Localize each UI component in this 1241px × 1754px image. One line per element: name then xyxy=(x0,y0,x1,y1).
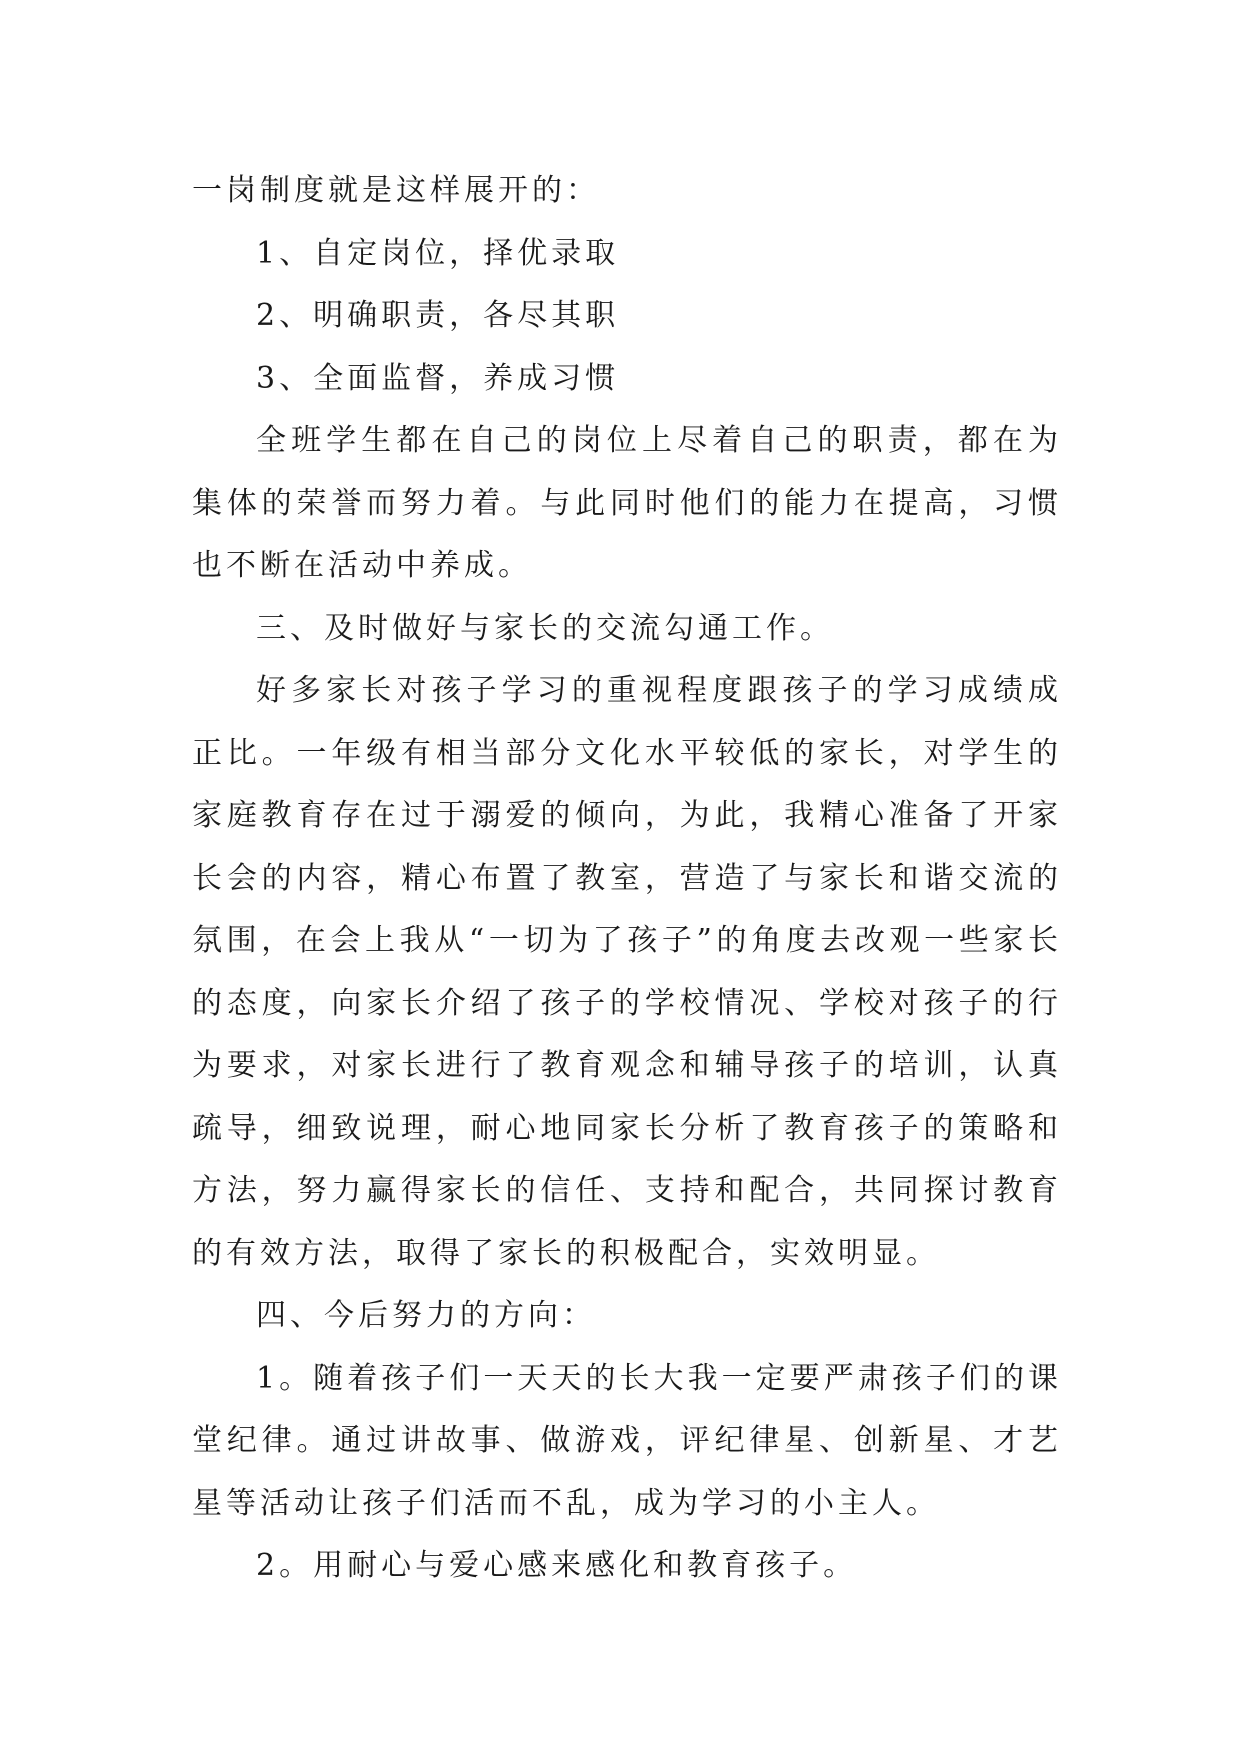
direction-item-1: 1。随着孩子们一天天的长大我一定要严肃孩子们的课堂纪律。通过讲故事、做游戏，评纪律星、创新星、才艺星等活动让孩子们活而不乱，成为学习的小主人。 xyxy=(192,1360,1062,1521)
direction-item-2: 2。用耐心与爱心感来感化和教育孩子。 xyxy=(256,1548,858,1583)
document-body xyxy=(192,160,1062,1598)
paragraph-parents: 好多家长对孩子学习的重视程度跟孩子的学习成绩成正比。一年级有相当部分文化水平较低的家长，对学生的家庭教育存在过于溺爱的倾向，为此，我精心准备了开家长会的内容，精心布置了教室，营造了与家长和谐交流的氛围，在会上我从“一切为了孩子”的角度去改观一些家长的态度，向家长介绍了孩子的学校情况、学校对孩子的行为要求，对家长进行了教育观念和辅导孩子的培训，认真疏导，细致说理，耐心地同家长分析了教育孩子的策略和方法，努力赢得家长的信任、支持和配合，共同探讨教育的有效方法，取得了家长的积极配合，实效明显。 xyxy=(192,673,1062,1271)
list-item-3: 3、全面监督，养成习惯 xyxy=(256,360,620,396)
paragraph-continuation: 一岗制度就是这样展开的： xyxy=(192,173,600,208)
section-heading-3: 三、及时做好与家长的交流勾通工作。 xyxy=(256,610,834,646)
paragraph-summary: 全班学生都在自己的岗位上尽着自己的职责，都在为集体的荣誉而努力着。与此同时他们的能力在提高，习惯也不断在活动中养成。 xyxy=(192,423,1062,583)
list-item-1: 1、自定岗位，择优录取 xyxy=(256,235,620,271)
list-item-2: 2、明确职责，各尽其职 xyxy=(256,298,620,333)
section-heading-4: 四、今后努力的方向： xyxy=(256,1298,596,1333)
